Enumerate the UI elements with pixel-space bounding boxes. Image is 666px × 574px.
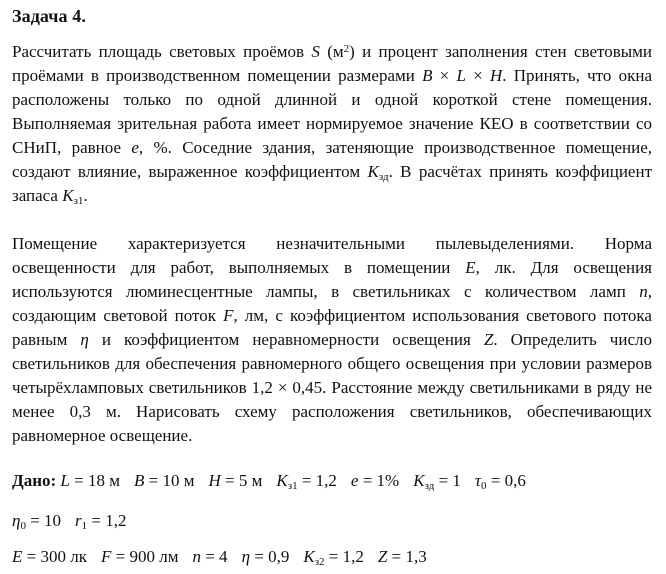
given-line-2 bbox=[12, 510, 127, 532]
given-3-item-2: n = 4 bbox=[192, 547, 228, 566]
given-line-1 bbox=[12, 470, 526, 492]
paragraph-2-text: Помещение характеризуется незначительными пылевыделениями. Норма освещенности для работ, выполняемых в помещении E, лк. Для освещения используются люминесцентные лампы, в светильниках с количеством ламп n, создающим световой поток F, лм, с коэффициентом использования светового потока равным η и коэффициентом неравномерности освещения Z. Определить число светильников для обеспечения равномерного общего освещения при условии размеров четырёхламповых светильников 1,2 × 0,45. Расстояние между светильниками в ряду не менее 0,3 м. Нарисовать схему расположения светильников, обеспечивающих равномерное освещение. bbox=[12, 234, 653, 445]
given-3-item-3: η = 0,9 bbox=[241, 547, 290, 566]
given-1-item-3: $K_{з1} = 1,2$ bbox=[276, 471, 337, 492]
paragraph-1 bbox=[12, 40, 652, 208]
paragraph-1-text: Рассчитать площадь световых проёмов S $(м^2)$ и процент заполнения стен световыми проёмами в производственном помещении размерами B × L × H. Принять, что окна расположены только по одной длинной и одной короткой стене помещения. Выполняемая зрительная работа имеет нормируемое значение КЕО в соответствии со СНиП, равное e, %. Соседние здания, затеняющие производственное помещение, создают влияние, выраженное коэффициентом $K_{зд}$. В расчётах принять коэффициент запаса $K_{з1}$. bbox=[12, 42, 653, 207]
given-values-3 bbox=[12, 547, 427, 566]
paragraph-2 bbox=[12, 232, 652, 448]
given-line-3 bbox=[12, 546, 427, 568]
given-1-item-5: $K_{зд} = 1$ bbox=[413, 471, 461, 492]
given-1-item-1: B = 10 м bbox=[133, 471, 195, 490]
given-3-item-4: $K_{з2} = 1,2$ bbox=[303, 547, 364, 568]
given-2-item-0: $\eta_0 = 10$ bbox=[12, 511, 62, 532]
given-label: Дано: bbox=[12, 471, 57, 490]
task-title: Задача 4. bbox=[12, 6, 86, 26]
given-1-item-6: $\tau_0 = 0,6$ bbox=[474, 471, 526, 492]
given-values-2 bbox=[12, 511, 127, 530]
given-1-item-4: e = 1% bbox=[350, 471, 400, 490]
given-3-item-0: E = 300 лк bbox=[12, 547, 87, 566]
given-3-item-1: F = 900 лм bbox=[100, 547, 179, 566]
given-1-item-0: L = 18 м bbox=[60, 471, 120, 490]
given-3-item-5: Z = 1,3 bbox=[377, 547, 427, 566]
given-1-item-2: H = 5 м bbox=[208, 471, 263, 490]
given-values-1 bbox=[60, 471, 525, 490]
given-2-item-1: $r_1 = 1,2$ bbox=[75, 511, 127, 532]
